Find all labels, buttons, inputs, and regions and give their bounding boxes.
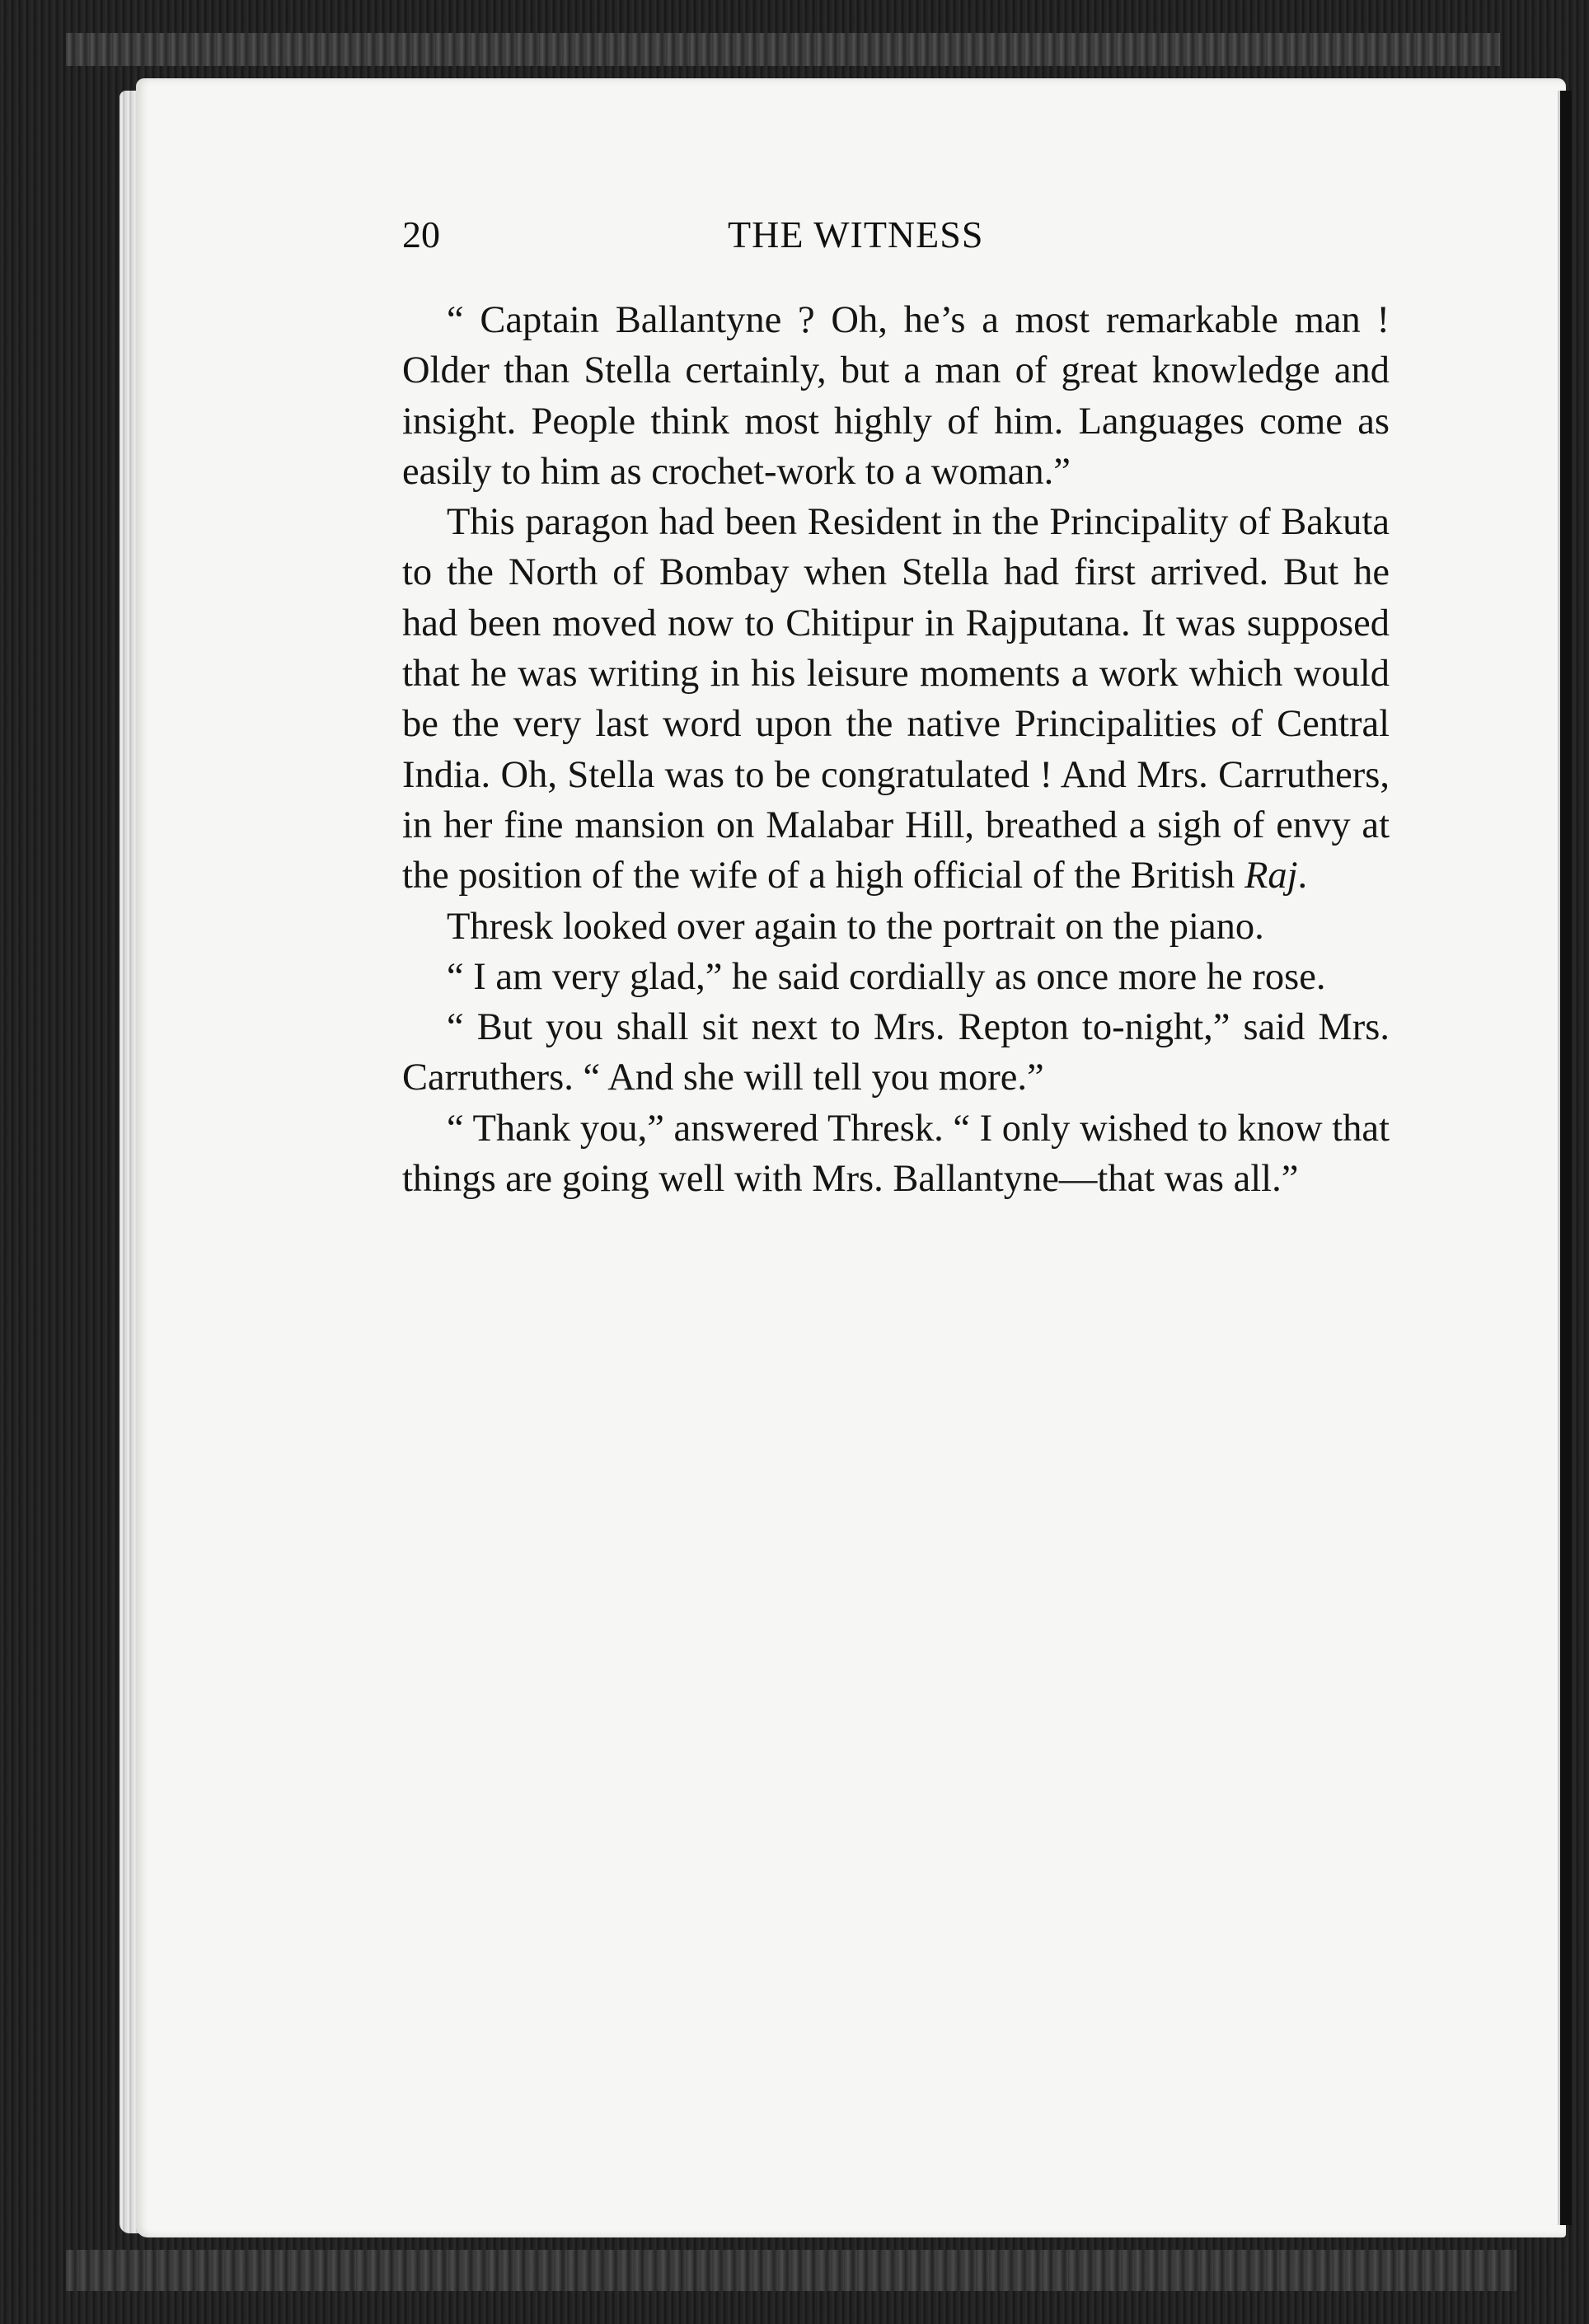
paragraph-4: “ I am very glad,” he said cordially as once more he rose. (447, 955, 1326, 998)
paragraph-2-period: . (1297, 855, 1308, 897)
paragraph-2-text: This paragon had been Resident in the Principality of Bakuta to the North of Bombay when Stella had first arrived. But he had been moved now to Chitipur in Rajputana. It was supposed that he was writing in his leisure moments a work which would be the very last word upon the native Principalities of Central India. Oh, Stella was to be congratulated ! And Mrs. Carruthers, in her fine mansion on Malabar Hill, breathed a sigh of envy at the position of the wife of a high official of the British (402, 501, 1390, 897)
paragraph-1: “ Captain Ballantyne ? Oh, he’s a most remarkable man ! Older than Stella certainly, but a man of great knowledge and insight. People think most highly of him. Languages come as easily to him as crochet-work to a woman.” (402, 299, 1390, 493)
running-title: THE WITNESS (728, 213, 984, 255)
paragraph-5: “ But you shall sit next to Mrs. Repton to-night,” said Mrs. Carruthers. “ And she will tell you more.” (402, 1006, 1390, 1099)
paragraph-3: Thresk looked over again to the portrait on the piano. (447, 905, 1264, 948)
paragraph-2 (402, 497, 1390, 901)
paragraph-6: “ Thank you,” answered Thresk. “ I only wished to know that things are going well with Mrs. Ballantyne—that was all.” (402, 1107, 1390, 1201)
book-edge-top (66, 33, 1500, 66)
body-text (402, 295, 1390, 1204)
italic-raj: Raj (1244, 855, 1298, 897)
book-cover-edge (1558, 91, 1572, 2225)
book-edge-bottom (66, 2250, 1516, 2291)
running-head (402, 213, 1062, 265)
page-number: 20 (402, 213, 440, 255)
